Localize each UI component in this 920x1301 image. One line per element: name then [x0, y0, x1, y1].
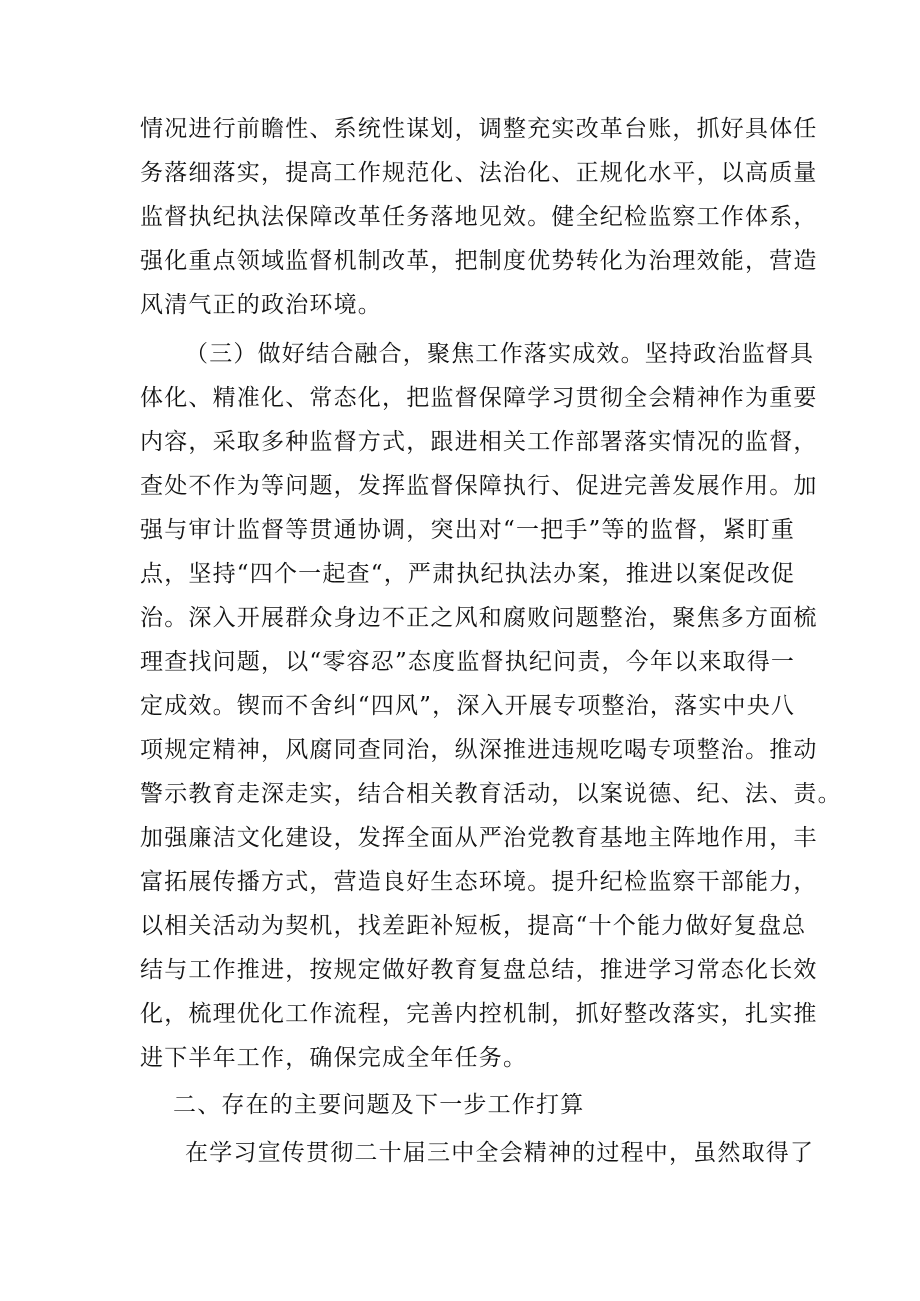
text-line: 查处不作为等问题，发挥监督保障执行、促进完善发展作用。加	[140, 473, 818, 499]
text-line: 点，坚持“四个一起查“，严肃执纪执法办案，推进以案促改促	[140, 561, 796, 587]
text-line: 进下半年工作，确保完成全年任务。	[140, 1045, 528, 1071]
text-line: 治。深入开展群众身边不正之风和腐败问题整治，聚焦多方面梳	[140, 605, 818, 631]
section-heading: 二、存在的主要问题及下一步工作打算	[173, 1092, 585, 1118]
text-line: 富拓展传播方式，营造良好生态环境。提升纪检监察干部能力，	[140, 869, 818, 895]
text-line: 项规定精神，风腐同查同治，纵深推进违规吃喝专项整治。推动	[140, 737, 818, 763]
text-line: 结与工作推进，按规定做好教育复盘总结，推进学习常态化长效	[140, 957, 818, 983]
text-line: 以相关活动为契机，找差距补短板，提高“十个能力做好复盘总	[140, 913, 807, 939]
section-start-line: （三）做好结合融合，聚焦工作落实成效。坚持政治监督具	[185, 341, 815, 367]
text-line: 定成效。锲而不舍纠“四风”，深入开展专项整治，落实中央八	[140, 693, 796, 719]
text-line: 监督执纪执法保障改革任务落地见效。健全纪检监察工作体系，	[140, 204, 818, 230]
text-line: 理查找问题，以“零容忍”态度监督执纪问责，今年以来取得一	[140, 649, 796, 675]
text-line: 化，梳理优化工作流程，完善内控机制，抓好整改落实，扎实推	[140, 1001, 818, 1027]
text-line: 体化、精准化、常态化，把监督保障学习贯彻全会精神作为重要	[140, 385, 818, 411]
paragraph-start-line: 在学习宣传贯彻二十届三中全会精神的过程中，虽然取得了	[185, 1140, 815, 1166]
text-line: 警示教育走深走实，结合相关教育活动，以案说德、纪、法、责。	[140, 781, 842, 807]
text-line: 加强廉洁文化建设，发挥全面从严治党教育基地主阵地作用，丰	[140, 825, 818, 851]
text-line: 强化重点领域监督机制改革，把制度优势转化为治理效能，营造	[140, 248, 818, 274]
text-line: 风清气正的政治环境。	[140, 292, 382, 318]
text-line: 内容，采取多种监督方式，跟进相关工作部署落实情况的监督，	[140, 429, 818, 455]
text-line: 务落细落实，提高工作规范化、法治化、正规化水平，以高质量	[140, 160, 818, 186]
text-line: 强与审计监督等贯通协调，突出对“一把手”等的监督，紧盯重	[140, 517, 796, 543]
text-line: 情况进行前瞻性、系统性谋划，调整充实改革台账，抓好具体任	[140, 116, 818, 142]
